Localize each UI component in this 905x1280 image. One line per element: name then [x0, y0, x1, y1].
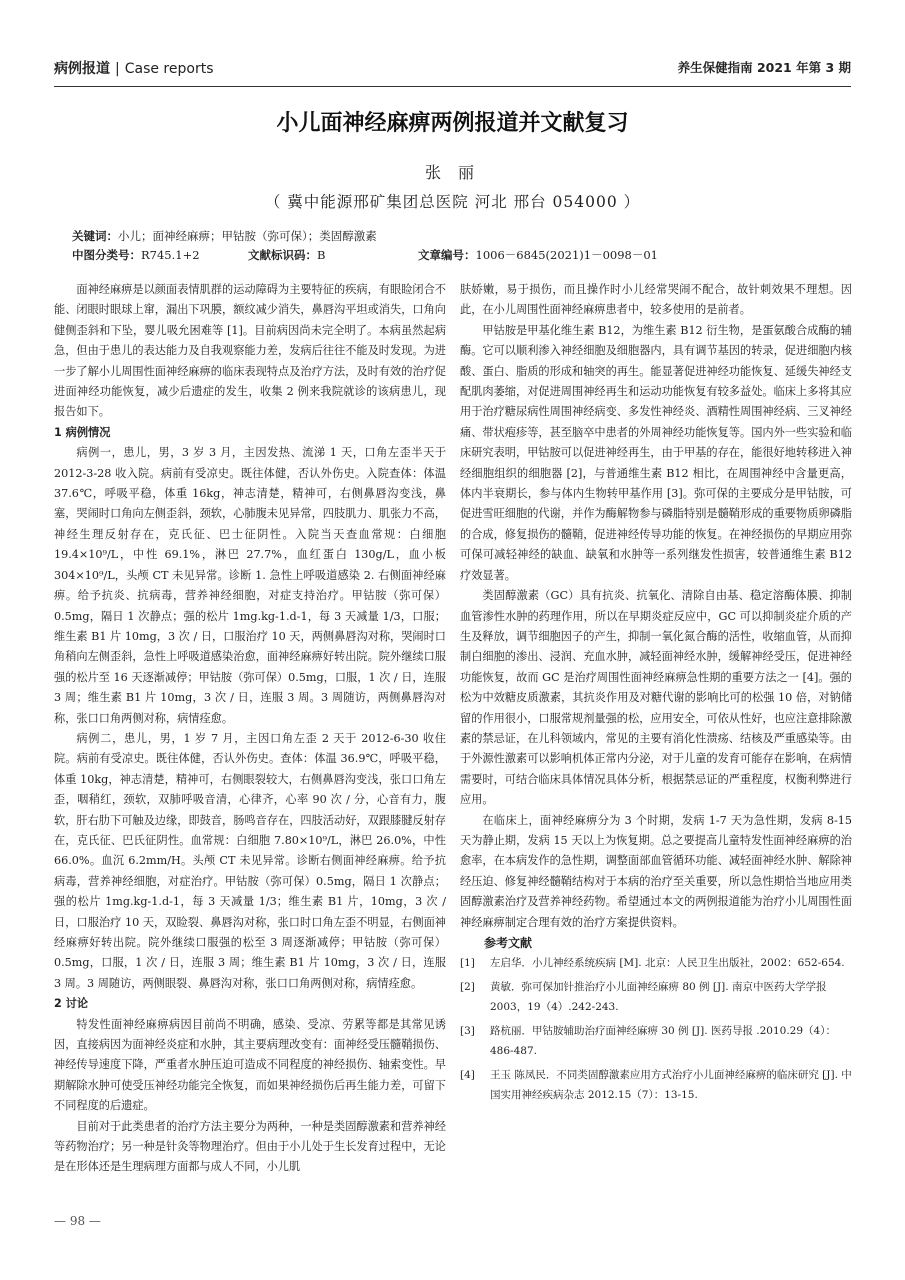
header-section-cn: 病例报道: [54, 61, 110, 77]
header-journal-issue: 养生保健指南 2021 年第 3 期: [677, 60, 851, 75]
article-title: 小儿面神经麻痹两例报道并文献复习: [276, 111, 629, 136]
header-section-en: Case reports: [124, 61, 214, 77]
glucocorticoid-paragraph: 类固醇激素（GC）具有抗炎、抗氧化、清除自由基、稳定溶酶体膜、抑制血管渗性水肿的药理作用，所以在早期炎症反应中，GC 可以抑制炎症介质的产生及释放，调节细胞因子的产生，抑制一氧化氮合酶的活性，收缩血管，从而抑制白细胞的渗出、浸润、充血水肿，减轻面神经水肿，缓解神经受压，促进神经功能恢复，故而 GC 是治疗周围性面神经麻痹急性期的重要方法之一 [4]。强的松为中效糖皮质激素，其抗炎作用及对糖代谢的影响比可的松强 10 倍，对钠储留的作用很小，口服常规剂量强的松，应用安全，可依从性好，也应注意排除激素的禁忌证，在儿科领域内，常见的主要有消化性溃疡、结核及严重感染等。由于外源性激素可以影响机体正常内分泌，对于儿童的发育可能存在影响，在病情需要时，可结合临床具体情况具体分析，根据禁忌证的严重程度，权衡利弊进行应用。: [460, 589, 852, 807]
header-rule: [54, 86, 851, 87]
references-title: 参考文献: [484, 936, 533, 950]
section-heading-discussion: 2 讨论: [54, 997, 89, 1011]
doc-code-entry: [248, 247, 325, 263]
clc-entry: [72, 247, 200, 263]
reference-item: [460, 1065, 852, 1105]
keywords-line: [72, 228, 845, 244]
right-column: [460, 280, 852, 1109]
reference-text: 左启华．小儿神经系统疾病 [M]. 北京：人民卫生出版社，2002：652-654.: [490, 957, 845, 970]
reference-item: [460, 953, 852, 973]
reference-number: [3]: [460, 1025, 475, 1038]
case-two-paragraph: 病例二，患儿，男，1 岁 7 月，主因口角左歪 2 天于 2012-6-30 收住院。病前有受凉史。既往体健，否认外伤史。查体：体温 36.9℃，呼吸平稳，体重 10kg，神志清楚，精神可，右侧眼裂较大，右侧鼻唇沟变浅，张口口角左歪，咽稍红，颈软，双肺呼吸音清，心律齐，心率 90 次 / 分，心音有力，腹软，肝右肋下可触及边缘，即鼓音，肠鸣音存在，四肢活动好，双跟膝腱反射存在，克氏征、巴氏征阴性。血常规：白细胞 7.80×10⁹/L，淋巴 26.0%，中性 66.0%。血沉 6.2mm/H。头颅 CT 未见异常。诊断右侧面神经麻痹。给予抗病毒，营养神经细胞，对症治疗。甲钴胺（弥可保）0.5mg，隔日 1 次静点；强的松片 1mg.kg-1.d-1，每 3 天减量 1/3；维生素 B1 片，10mg，3 次 / 日，口服治疗 10 天，双睑裂、鼻唇沟对称，张口时口角左歪不明显，右侧面神经麻痹好转出院。院外继续口服强的松至 3 周逐渐减停；甲钴胺（弥可保）0.5mg，口服，1 次 / 日，连服 3 周；维生素 B1 片 10mg，3 次 / 日，连服 3 周。3 周随访，两侧眼裂、鼻唇沟对称，张口口角两侧对称，病情痊愈。: [54, 731, 446, 990]
conclusion-paragraph: 在临床上，面神经麻痹分为 3 个时期，发病 1-7 天为急性期，发病 8-15 天为静止期，发病 15 天以上为恢复期。总之要提高儿童特发性面神经麻痹的治愈率，在本病发作的急性期，调整面部血管循环功能、减轻面神经水肿、解除神经压迫、修复神经髓鞘结构对于本病的治疗至关重要，所以急性期恰当地应用类固醇激素治疗及营养神经药物。希望通过本文的两例报道能为治疗小儿周围性面神经麻痹制定合理有效的治疗方案提供资料。: [460, 813, 852, 929]
page-number: — 98 —: [54, 1214, 101, 1228]
reference-text: 王玉 陈凤民．不同类固醇激素应用方式治疗小儿面神经麻痹的临床研究 [J]. 中国实用神经疾病杂志 2012.15（7）：13-15.: [490, 1069, 852, 1102]
article-no-entry: [418, 247, 658, 263]
reference-text: 黄敏．弥可保加针推治疗小儿面神经麻痹 80 例 [J]. 南京中医药大学学报 2003，19（4）.242-243.: [490, 981, 827, 1014]
header-section: [54, 58, 213, 78]
reference-number: [2]: [460, 981, 475, 994]
discussion-paragraph-1: 特发性面神经麻痹病因目前尚不明确，感染、受凉、劳累等都是其常见诱因，直接病因为面神经炎症和水肿，其主要病理改变有：面神经受压髓鞘损伤、神经传导速度下降，严重者水肿压迫可造成不同程度的神经损伤、轴索变性。早期解除水肿可使受压神经功能完全恢复，而如果神经损伤后再生能力差，可留下不同程度的后遗症。: [54, 1017, 446, 1113]
discussion-continued: 肤娇嫩，易于损伤，而且操作时小儿经常哭闹不配合，故针刺效果不理想。因此，在小儿周围性面神经麻痹患者中，较多使用的是前者。: [460, 283, 852, 317]
article-no-value: 1006－6845(2021)1－0098－01: [475, 248, 658, 262]
article-no-label: 文章编号：: [418, 248, 476, 262]
left-column: [54, 280, 446, 1178]
header-separator: |: [115, 61, 120, 77]
reference-number: [4]: [460, 1069, 475, 1082]
reference-text: 路杭丽．甲钴胺辅助治疗面神经麻痹 30 例 [J]. 医药导报 .2010.29（4）：486-487.: [490, 1025, 836, 1058]
running-header: [54, 58, 851, 82]
reference-item: [460, 977, 852, 1017]
clc-label: 中图分类号：: [72, 248, 141, 262]
intro-paragraph: 面神经麻痹是以颜面表情肌群的运动障碍为主要特征的疾病，有眼睑闭合不能、闭眼时眼球上窜，漏出下巩膜，额纹减少消失，鼻唇沟平坦或消失，口角向健侧歪斜和下坠，婴儿吸允困难等 [1]。目前病因尚未完全明了。本病虽然起病急，但由于患儿的表达能力及自我观察能力差，发病后往往不能及时发现。为进一步了解小儿周围性面神经麻痹的临床表现特点及治疗方法，及时有效的治疗促进面神经功能恢复，减少后遗症的发生，收集 2 例来我院就诊的该病患儿，现报告如下。: [54, 283, 446, 419]
clc-value: R745.1+2: [141, 248, 200, 262]
doc-code-value: B: [317, 248, 326, 262]
keywords-label: 关键词：: [72, 229, 118, 243]
discussion-paragraph-2: 目前对于此类患者的治疗方法主要分为两种，一种是类固醇激素和营养神经等药物治疗；另一种是针灸等物理治疗。但由于小儿处于生长发育过程中，无论是在形体还是生理病理方面都与成人不同，小儿肌: [54, 1119, 446, 1174]
section-heading-cases: 1 病例情况: [54, 425, 111, 439]
article-author: 张 丽: [424, 163, 481, 182]
doc-code-label: 文献标识码：: [248, 248, 317, 262]
case-one-paragraph: 病例一，患儿，男，3 岁 3 月，主因发热、流涕 1 天，口角左歪半天于 2012-3-28 收入院。病前有受凉史。既往体健，否认外伤史。入院查体：体温 37.6℃，呼吸平稳，体重 16kg，神志清楚，精神可，右侧鼻唇沟变浅，鼻塞，哭闹时口角向左侧歪斜，颈软，心肺腹未见异常，四肢肌力、肌张力不高，神经生理反射存在，克氏征、巴士征阴性。入院当天查血常规：白细胞 19.4×10⁹/L，中性 69.1%，淋巴 27.7%，血红蛋白 130g/L，血小板 304×10⁹/L，头颅 CT 未见异常。诊断 1. 急性上呼吸道感染 2. 右侧面神经麻痹。给予抗炎、抗病毒，营养神经细胞，对症支持治疗。甲钴胺（弥可保）0.5mg，隔日 1 次静点；强的松片 1mg.kg-1.d-1，每 3 天减量 1/3，口服；维生素 B1 片 10mg，3 次 / 日，口服治疗 10 天，两侧鼻唇沟对称，哭闹时口角稍向左侧歪斜，急性上呼吸道感染治愈，面神经麻痹好转出院。院外继续口服强的松片至 16 天逐渐减停；甲钴胺（弥可保）0.5mg，口服，1 次 / 日，连服 3 周；维生素 B1 片 10mg，3 次 / 日，连服 3 周。3 周随访，两侧鼻唇沟对称，张口口角两侧对称，病情痊愈。: [54, 446, 446, 725]
reference-number: [1]: [460, 957, 475, 970]
keywords-value: 小儿；面神经麻痹；甲钴胺（弥可保）；类固醇激素: [118, 229, 377, 243]
reference-item: [460, 1021, 852, 1061]
article-affiliation: （ 冀中能源邢矿集团总医院 河北 邢台 054000 ）: [264, 193, 641, 211]
mecobalamin-paragraph: 甲钴胺是甲基化维生素 B12，为维生素 B12 衍生物，是蛋氨酸合成酶的辅酶。它可以顺利渗入神经细胞及细胞器内，具有调节基因的转录，促进细胞内核酸、蛋白、脂质的形成和轴突的再生。能显著促进神经功能恢复、延缓失神经支配肌肉萎缩，对促进周围神经再生和运动功能恢复有较多益处。临床上多将其应用于治疗糖尿病性周围神经病变、多发性神经炎、酒精性周围神经病、三叉神经痛、带状疱疹等，甚至脑卒中患者的外周神经功能恢复等。国内外一些实验和临床研究表明，甲钴胺可以促进神经再生，由于甲基的存在，能很好地转移进入神经细胞组织的细胞器 [2]，与普通维生素 B12 相比，在周围神经中含量更高，体内半衰期长，参与体内生物转甲基作用 [3]。弥可保的主要成分是甲钴胺，可促进雪旺细胞的代谢，并作为酶解物参与磷脂特别是髓鞘形成的重要物质卵磷脂的合成，修复损伤的髓鞘，促进神经传导功能的恢复。在神经损伤的早期应用弥可保可减轻神经的缺血、缺氧和水肿等一系列继发性损害，较普通维生素 B12 疗效显著。: [460, 323, 852, 582]
